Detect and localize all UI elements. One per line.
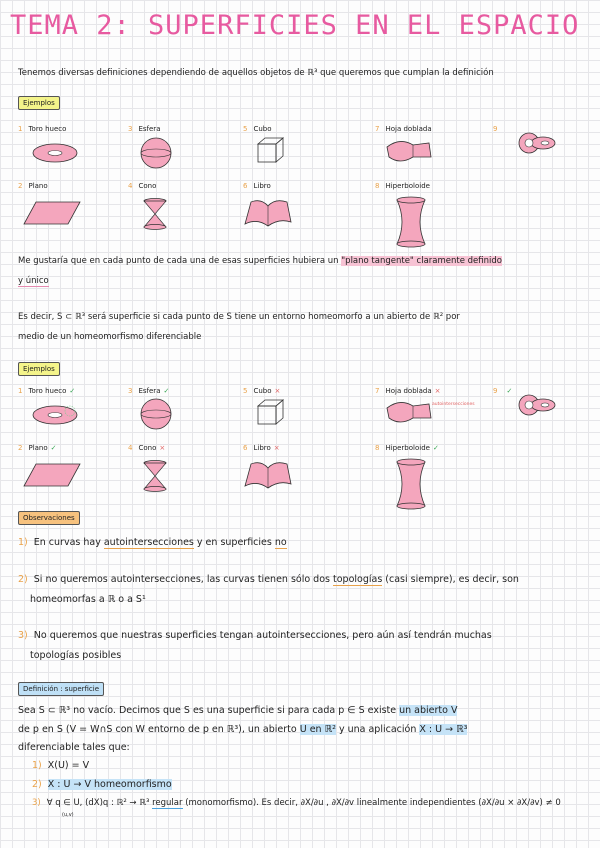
example2-label-3: 3 Esfera ✓	[128, 387, 170, 395]
observacion-2-line2: homeomorfas a ℝ o a S¹	[30, 594, 146, 605]
intro-text: Tenemos diversas definiciones dependiendo de aquellos objetos de ℝ³ que queremos que cumplan la definición	[18, 68, 494, 78]
torus-drawing	[30, 138, 80, 168]
plane-drawing-2	[22, 462, 82, 488]
cone-drawing-2	[140, 459, 170, 493]
plane-drawing	[22, 200, 82, 226]
autointersection-note: autointersecciones	[432, 402, 475, 407]
condicion-3: 3) ∀ q ∈ U, (dX)q : ℝ² → ℝ³ regular (monomorfismo). Es decir, ∂X/∂u , ∂X/∂v linealmente independientes (∂X/∂u × ∂X/∂v) ≠ 0	[32, 798, 561, 808]
observacion-1: 1) En curvas hay autointersecciones y en superficies no	[18, 537, 287, 548]
example2-label-5: 5 Cubo ×	[243, 387, 281, 395]
para2-line1: Es decir, S ⊂ ℝ³ será superficie si cada punto de S tiene un entorno homeomorfo a un abierto de ℝ² por	[18, 312, 460, 322]
example2-label-9: 9 ✓	[493, 387, 513, 395]
para1-line2: y único	[18, 276, 49, 286]
condicion-1: 1) X(U) = V	[32, 760, 90, 771]
cube-drawing-2	[255, 397, 287, 429]
cone-drawing	[140, 197, 170, 231]
observacion-3-line2: topologías posibles	[30, 650, 122, 661]
example2-label-8: 8 Hiperboloide ✓	[375, 444, 439, 452]
condicion-3-subscript: (u,v)	[62, 812, 74, 818]
torus-drawing-2	[30, 400, 80, 430]
book-drawing	[243, 198, 293, 228]
ejemplos-tag: Ejemplos	[18, 96, 60, 110]
example-label-5: 5 Cubo	[243, 125, 272, 133]
example2-label-1: 1 Toro hueco ✓	[18, 387, 76, 395]
example-label-6: 6 Libro	[243, 182, 271, 190]
hyperboloid-drawing	[393, 196, 429, 248]
folded-sheet-drawing-2	[385, 396, 435, 428]
example2-label-4: 4 Cono ×	[128, 444, 166, 452]
definicion-line2: de p en S (V = W∩S con W entorno de p en ℝ³), un abierto U en ℝ² y una aplicación X : U → ℝ³	[18, 724, 468, 735]
example2-label-7: 7 Hoja doblada ×	[375, 387, 441, 395]
definicion-line3: diferenciable tales que:	[18, 742, 130, 753]
para2-line2: medio de un homeomorfismo diferenciable	[18, 332, 202, 342]
para1-line1: Me gustaría que en cada punto de cada una de esas superficies hubiera un "plano tangente" claramente definido	[18, 256, 502, 266]
sphere-drawing	[138, 135, 174, 171]
folded-sheet-drawing	[385, 135, 435, 167]
sphere-drawing-2	[138, 396, 174, 432]
hyperboloid-drawing-2	[393, 458, 429, 510]
example-label-9: 9	[493, 125, 498, 133]
example-label-7: 7 Hoja doblada	[375, 125, 432, 133]
definicion-tag: Definición : superficie	[18, 682, 104, 696]
observaciones-tag: Observaciones	[18, 511, 80, 525]
knot-surface-drawing	[515, 128, 559, 158]
example-label-4: 4 Cono	[128, 182, 157, 190]
condicion-2: 2) X : U → V homeomorfismo	[32, 779, 172, 790]
definicion-line1: Sea S ⊂ ℝ³ no vacío. Decimos que S es una superficie si para cada p ∈ S existe un abierto V	[18, 705, 458, 716]
cube-drawing	[255, 135, 287, 167]
example-label-8: 8 Hiperboloide	[375, 182, 430, 190]
example-label-1: 1 Toro hueco	[18, 125, 67, 133]
example2-label-6: 6 Libro ×	[243, 444, 280, 452]
book-drawing-2	[243, 460, 293, 490]
page-title: TEMA 2: SUPERFICIES EN EL ESPACIO	[10, 10, 580, 41]
observacion-2-line1: 2) Si no queremos autointersecciones, las curvas tienen sólo dos topologías (casi siempre), es decir, son	[18, 574, 519, 585]
example-label-2: 2 Plano	[18, 182, 48, 190]
example-label-3: 3 Esfera	[128, 125, 161, 133]
observacion-3-line1: 3) No queremos que nuestras superficies tengan autointersecciones, pero aún así tendrán muchas	[18, 630, 492, 641]
ejemplos-tag-2: Ejemplos	[18, 362, 60, 376]
example2-label-2: 2 Plano ✓	[18, 444, 57, 452]
knot-surface-drawing-2	[515, 390, 559, 420]
